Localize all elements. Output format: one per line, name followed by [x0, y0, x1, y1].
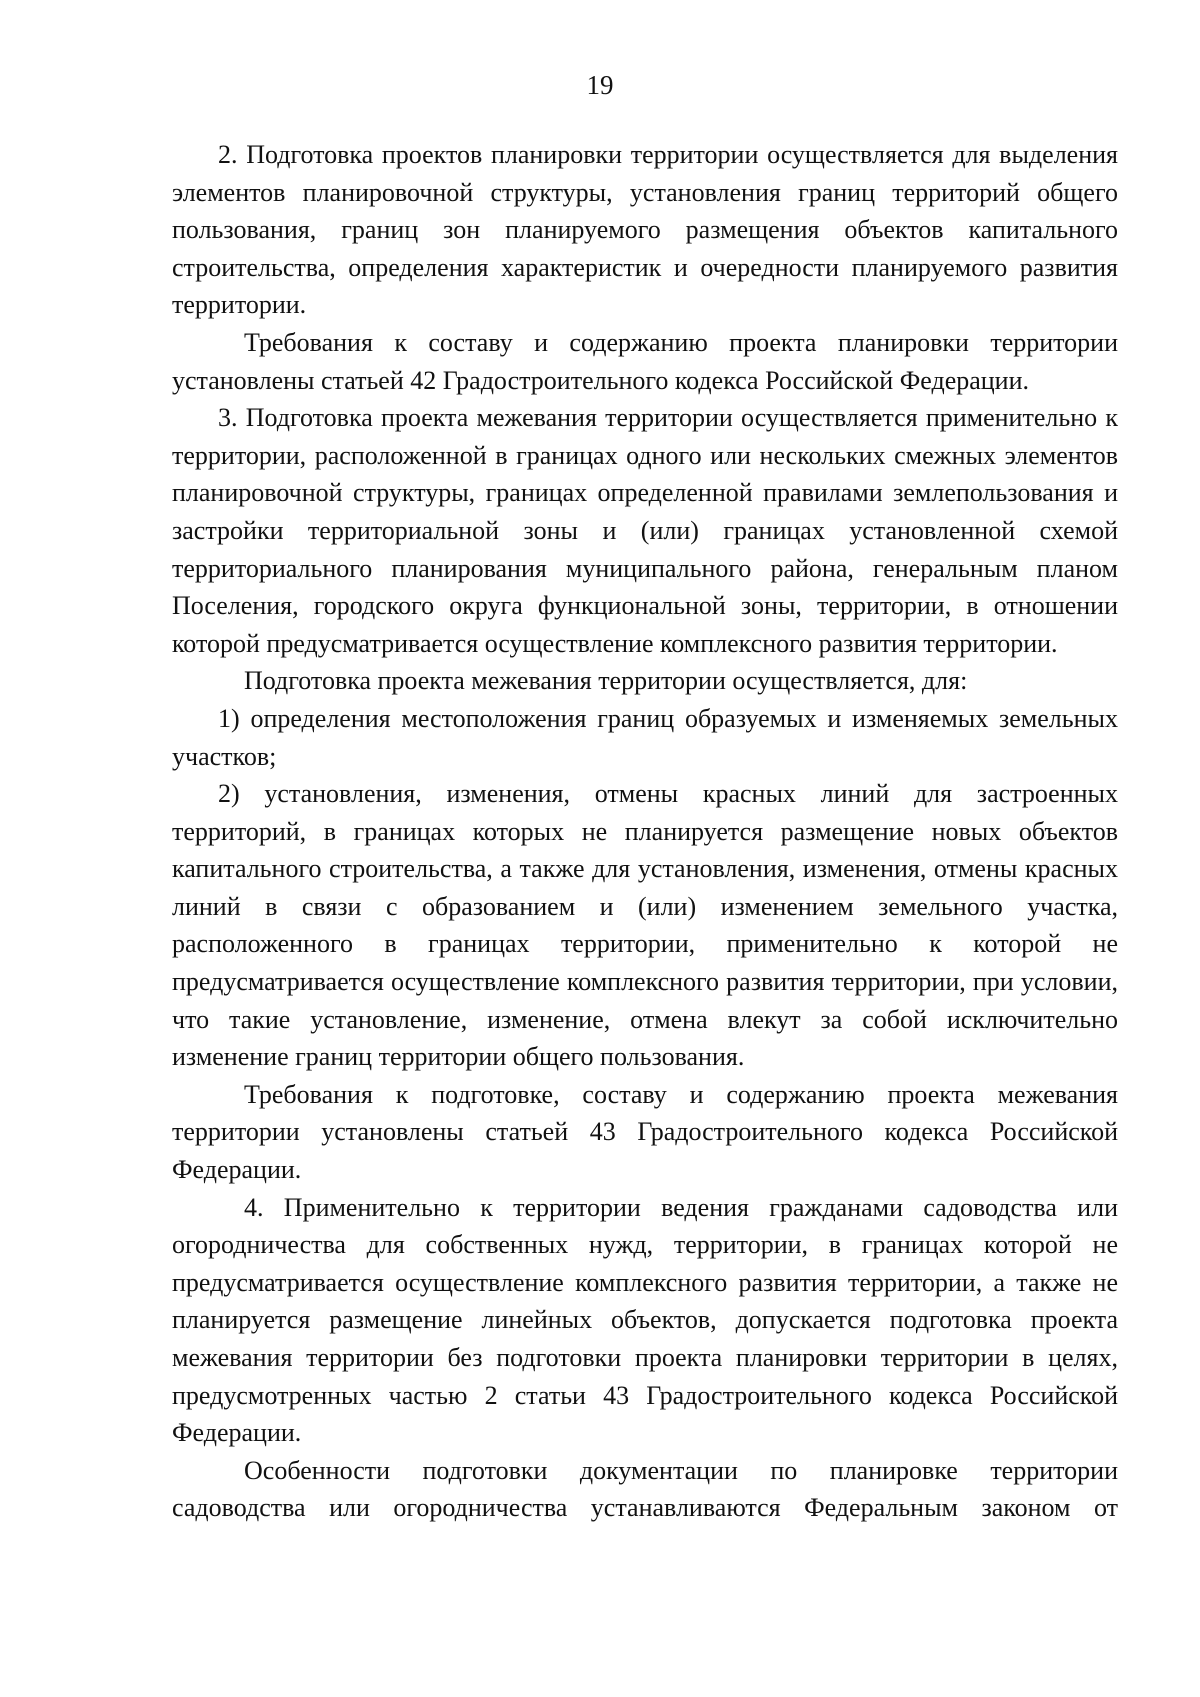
paragraph-planning-requirements: Требования к составу и содержанию проекта планировки территории установлены статьей 42 Градостроительного кодекса Российской Федерации. [172, 327, 1118, 395]
paragraph-4-gardening-territory: 4. Применительно к территории ведения гражданами садоводства или огородничества для собственных нужд, территории, в границах которой не предусматривается осуществление комплексного развития территории, а также не планируется размещение линейных объектов, допускается подготовка проекта межевания территории без подготовки проекта планировки территории в целях, предусмотренных частью 2 статьи 43 Градостроительного кодекса Российской Федерации. [172, 1192, 1118, 1448]
paragraph-land-survey-purpose: Подготовка проекта межевания территории осуществляется, для: [244, 666, 968, 696]
paragraph-land-survey-requirements: Требования к подготовке, составу и содержанию проекта межевания территории установлены статьей 43 Градостроительного кодекса Российской Федерации. [172, 1079, 1118, 1185]
list-item-1: 1) определения местоположения границ образуемых и изменяемых земельных участков; [172, 703, 1118, 771]
paragraph-3-land-survey-project: 3. Подготовка проекта межевания территории осуществляется применительно к территории, расположенной в границах одного или нескольких смежных элементов планировочной структуры, границах определенной правилами землепользования и застройки территориальной зоны и (или) границах установленной схемой территориального планирования муниципального района, генеральным планом Поселения, городского округа функциональной зоны, территории, в отношении которой предусматривается осуществление комплексного развития территории. [172, 403, 1118, 658]
document-body [172, 136, 1118, 1527]
paragraph-2-planning-projects: 2. Подготовка проектов планировки территории осуществляется для выделения элементов планировочной структуры, установления границ территорий общего пользования, границ зон планируемого размещения объектов капитального строительства, определения характеристик и очередности планируемого развития территории. [172, 140, 1118, 320]
paragraph-gardening-specifics: Особенности подготовки документации по планировке территории садоводства или огородничества устанавливаются Федеральным законом от [172, 1455, 1118, 1523]
page-number: 19 [586, 70, 614, 100]
list-item-2: 2) установления, изменения, отмены красных линий для застроенных территорий, в границах которых не планируется размещение новых объектов капитального строительства, а также для установления, изменения, отмены красных линий в связи с образованием и (или) изменением земельного участка, расположенного в границах территории, применительно к которой не предусматривается осуществление комплексного развития территории, при условии, что такие установление, изменение, отмена влекут за собой исключительно изменение границ территории общего пользования. [172, 779, 1118, 1072]
